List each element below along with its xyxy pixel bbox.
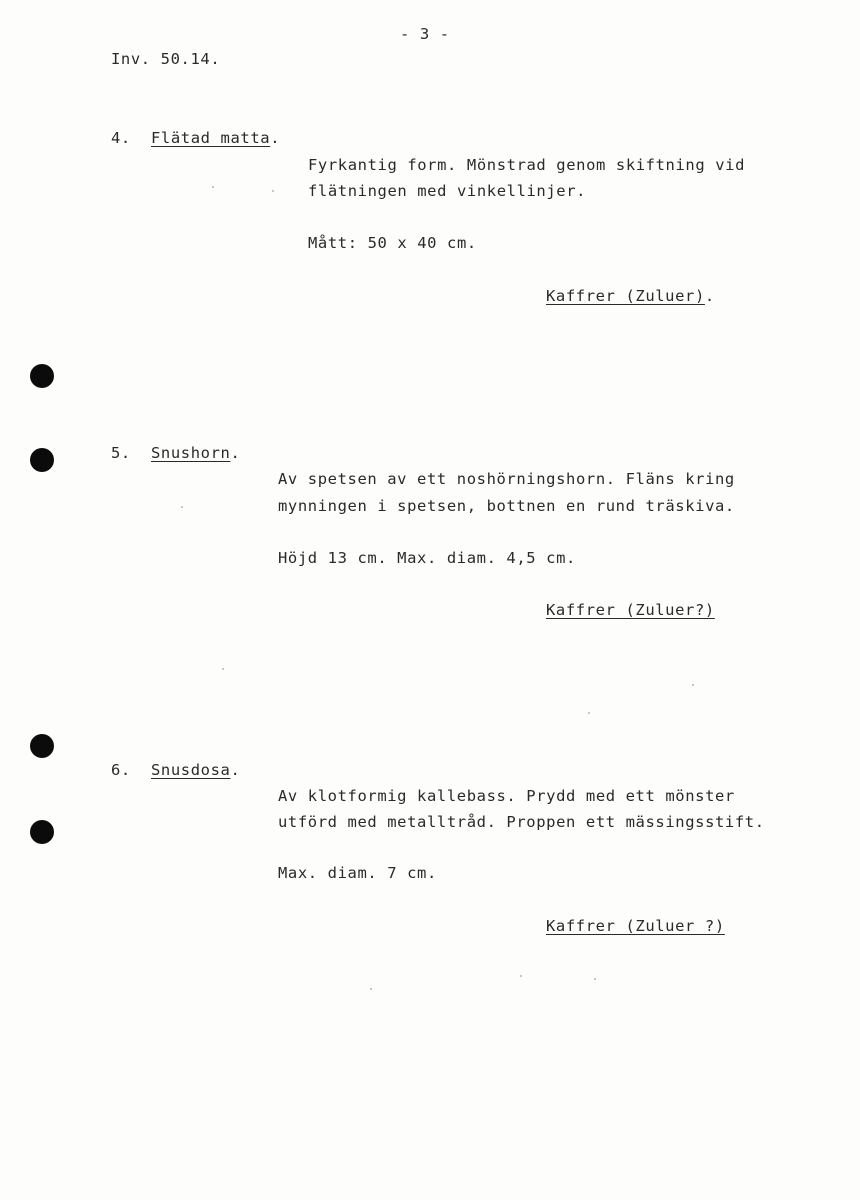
entry-number: 6. [111, 761, 131, 779]
scan-speck [212, 186, 214, 188]
entry-title [151, 131, 280, 147]
scan-speck [588, 712, 590, 714]
scan-speck [692, 684, 694, 686]
entry-attribution-text: Kaffrer (Zuluer) [546, 287, 705, 305]
inventory-number: Inv. 50.14. [111, 50, 221, 68]
entry-attribution-period: . [704, 287, 715, 305]
entry-title-text: Flätad matta [151, 129, 271, 147]
entry-title-text: Snusdosa [151, 761, 231, 779]
punch-hole-3 [30, 734, 54, 758]
entry-description-line: utförd med metalltråd. Proppen ett mässingsstift. [278, 813, 765, 831]
entry-attribution [546, 603, 715, 619]
entry-title [151, 763, 240, 779]
entry-number: 5. [111, 444, 131, 462]
page-number: - 3 - [400, 25, 450, 43]
entry-title-period: . [270, 129, 281, 147]
scan-speck [222, 668, 224, 670]
entry-title-text: Snushorn [151, 444, 231, 462]
entry-description-line: Fyrkantig form. Mönstrad genom skiftning vid [308, 156, 745, 174]
entry-title-period: . [230, 761, 241, 779]
punch-hole-4 [30, 820, 54, 844]
scan-speck [520, 975, 522, 977]
entry-description-line: Av spetsen av ett noshörningshorn. Fläns kring [278, 470, 735, 488]
entry-attribution-text: Kaffrer (Zuluer ?) [546, 917, 725, 935]
punch-hole-2 [30, 448, 54, 472]
entry-attribution-text: Kaffrer (Zuluer?) [546, 601, 715, 619]
entry-measurement: Höjd 13 cm. Max. diam. 4,5 cm. [278, 549, 576, 567]
entry-description-line: flätningen med vinkellinjer. [308, 182, 587, 200]
punch-hole-1 [30, 364, 54, 388]
entry-attribution [546, 919, 725, 935]
entry-attribution [546, 289, 715, 305]
entry-measurement: Max. diam. 7 cm. [278, 864, 437, 882]
scan-speck [370, 988, 372, 990]
entry-description-line: mynningen i spetsen, bottnen en rund träskiva. [278, 497, 735, 515]
scan-speck [272, 190, 274, 192]
entry-measurement: Mått: 50 x 40 cm. [308, 234, 477, 252]
scan-speck [181, 506, 183, 508]
scan-speck [594, 978, 596, 980]
entry-title [151, 446, 240, 462]
entry-title-period: . [230, 444, 241, 462]
entry-number: 4. [111, 129, 131, 147]
entry-description-line: Av klotformig kallebass. Prydd med ett mönster [278, 787, 735, 805]
